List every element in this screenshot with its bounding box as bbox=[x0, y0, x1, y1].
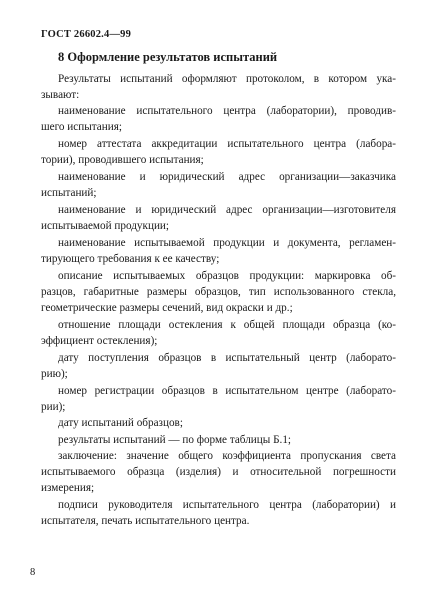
paragraph-line: тирующего требования к ее качеству; bbox=[41, 253, 220, 265]
paragraph-first-line: подписи руководителя испытательного центра (лаборатории) и bbox=[58, 499, 396, 511]
paragraph-first-line: наименование испытательного центра (лаборатории), проводив- bbox=[58, 105, 396, 117]
paragraph-line: рии); bbox=[41, 401, 66, 413]
paragraph-line: эффициент остекления); bbox=[41, 335, 158, 347]
paragraph-line: испытаний; bbox=[41, 187, 97, 199]
paragraph-first-line: описание испытываемых образцов продукции: маркировка об- bbox=[58, 270, 396, 282]
paragraph-first-line: наименование и юридический адрес организации—заказчика bbox=[58, 171, 396, 183]
paragraph-first-line: номер регистрации образцов в испытательном центре (лаборато- bbox=[58, 385, 396, 397]
paragraph-first-line: заключение: значение общего коэффициента пропускания света bbox=[58, 450, 396, 462]
paragraph-line: рию); bbox=[41, 368, 68, 380]
paragraph-first-line: наименование и юридический адрес организации—изготовителя bbox=[58, 204, 396, 216]
paragraph-first-line: отношение площади остекления к общей площади образца (ко- bbox=[58, 319, 396, 331]
paragraph-first-line: результаты испытаний — по форме таблицы Б.1; bbox=[58, 434, 292, 446]
paragraph-first-line: номер аттестата аккредитации испытательного центра (лабора- bbox=[58, 138, 396, 150]
paragraph-line: геометрические размеры сечений, вид окраски и др.; bbox=[41, 302, 293, 314]
document-code: ГОСТ 26602.4—99 bbox=[41, 29, 132, 40]
page-number: 8 bbox=[30, 567, 36, 578]
paragraph-line: шего испытания; bbox=[41, 121, 122, 133]
paragraph-line: испытателя, печать испытательного центра. bbox=[41, 515, 250, 527]
paragraph-line: зывают: bbox=[41, 89, 80, 101]
paragraph-first-line: наименование испытываемой продукции и документа, регламен- bbox=[58, 237, 396, 249]
paragraph-first-line: Результаты испытаний оформляют протоколом, в котором ука- bbox=[58, 73, 396, 85]
section-title: 8 Оформление результатов испытаний bbox=[58, 50, 278, 64]
paragraph-first-line: дату испытаний образцов; bbox=[58, 417, 183, 429]
paragraph-line: разцов, габаритные размеры образцов, тип использованного стекла, bbox=[41, 286, 396, 298]
paragraph-line: испытываемого образца (изделия) и относительной погрешности bbox=[41, 466, 396, 478]
paragraph-line: тории), проводившего испытания; bbox=[41, 154, 204, 166]
paragraph-first-line: дату поступления образцов в испытательный центр (лаборато- bbox=[58, 352, 396, 364]
paragraph-line: испытываемой продукции; bbox=[41, 220, 170, 232]
paragraph-line: измерения; bbox=[41, 482, 95, 494]
